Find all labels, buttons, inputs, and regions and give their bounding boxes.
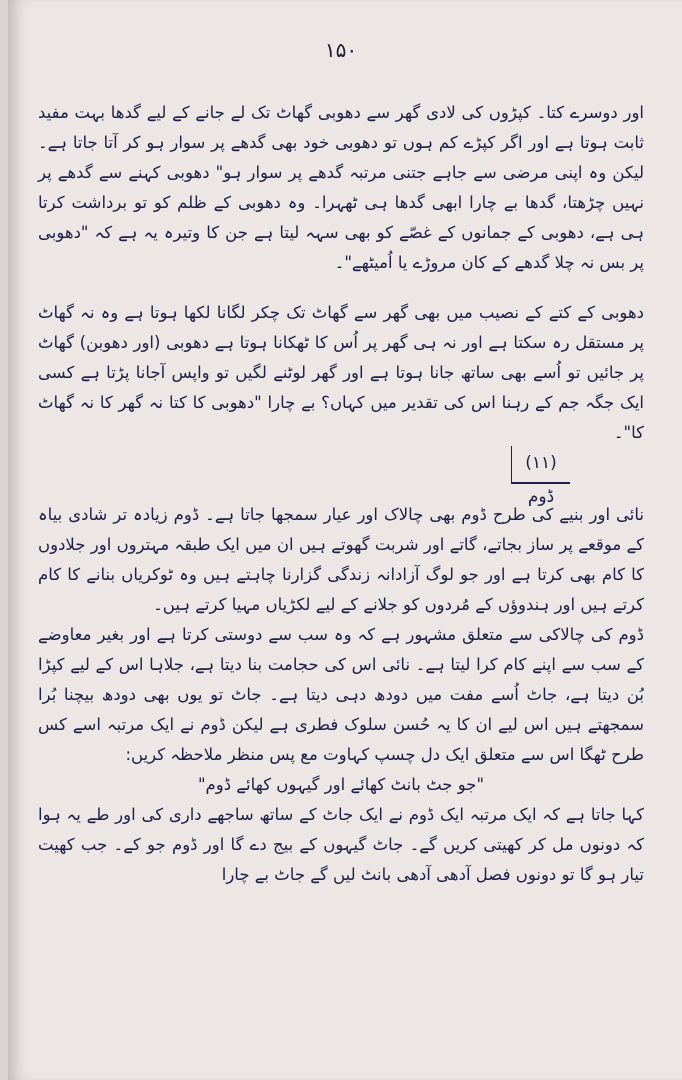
paragraph: دھوبی کے کتے کے نصیب میں بھی گھر سے گھاٹ تک چکر لگانا لکھا ہوتا ہے وہ نہ گھاٹ پر مستقل رہ سکتا ہے اور نہ ہی گھر پر اُس کا ٹھکانا ہوتا ہے دھوبی (اور دھوبن) گھاٹ پر جائیں تو اُسے بھی ساتھ جانا ہوتا ہے اور گھر لوٹنے لگیں تو واپس آجانا پڑتا ہے کسی ایک جگہ جم کے رہنا اس کی تقدیر میں کہاں؟ بے چارا "دھوبی کا کتا نہ گھر کا نہ گھاٹ کا"۔ (38, 303, 644, 442)
paragraph: اور دوسرے کتا۔ کپڑوں کی لادی گھر سے دھوبی گھاٹ تک لے جانے کے لیے گدھا بہت مفید ثابت ہوتا ہے اور اگر کپڑے کم ہوں تو دھوبی خود بھی گدھے پر سوار ہو کر آتا جاتا ہے۔ لیکن وہ اپنی مرضی سے جاہے جتنی مرتبہ گدھے پر سوار ہو" دھوبی کہنے سے گدھے پر نہیں چڑھتا، گدھا بے چارا ابھی گدھا ہی ٹھہرا۔ وہ دھوبی کے ظلم کو تو برداشت کرتا ہی ہے، دھوبی کے جمانوں کے غصّے کو بھی سہہ لیتا ہے جن کا وتیرہ یہ ہے کہ "دھوبی پر بس نہ چلا گدھے کے کان مروڑے یا اُمیٹھے"۔ (38, 103, 644, 272)
dog-paragraph-block (38, 298, 644, 448)
paragraph: ڈوم کی چالاکی سے متعلق مشہور ہے کہ وہ سب سے دوستی کرتا ہے اور بغیر معاوضے کے سب سے اپنے کام کرا لیتا ہے۔ نائی اس کی حجامت بنا دیتا ہے، جلاہا اس کے لیے کپڑا بُن دیتا ہے، جاٹ اُسے مفت میں دودھ دہی دیتا ہے۔ جاٹ تو یوں بھی دودھ بیچنا بُرا سمجھتے ہیں اس لیے ان کا یہ حُسن سلوک فطری ہے لیکن ڈوم نے ایک مرتبہ اسے کس طرح ٹھگا اس سے متعلق ایک دل چسپ کہاوت مع پس منظر ملاحظہ کریں: (38, 625, 644, 764)
donkey-paragraph-block (38, 98, 644, 278)
dom-section-block (38, 500, 644, 890)
section-heading-dom: (۱۱) ڈوم (511, 446, 570, 484)
paragraph: نائی اور بنیے کی طرح ڈوم بھی چالاک اور عیار سمجھا جاتا ہے۔ ڈوم زیادہ تر شادی بیاہ کے موقعے پر ساز بجاتے، گاتے اور شربت گھوتے ہیں ان میں ایک طبقہ مہتروں اور جلادوں کا کام بھی کرتا ہے اور جو لوگ آزادانہ زندگی گزارنا چاہتے ہیں وہ ٹوکریاں بنانے کا کام کرتے ہیں اور ہندوؤں کے مُردوں کو جلانے کے لیے لکڑیاں مہیا کرتے ہیں۔ (38, 505, 644, 614)
paragraph: کہا جاتا ہے کہ ایک مرتبہ ایک ڈوم نے ایک جاٹ کے ساتھ ساجھے داری کی اور طے یہ ہوا کہ دونوں مل کر کھیتی کریں گے۔ جاٹ گیہوں کے بیج دے گا اور ڈوم جو کے۔ جب کھیت تیار ہو گا تو دونوں فصل آدھی آدھی بانٹ لیں گے جاٹ بے چارا (38, 805, 644, 884)
proverb-quote: "جو جٹ بانٹ کھائے اور گیہوں کھائے ڈوم" (197, 775, 485, 794)
page-number: ۱۵۰ (324, 38, 358, 62)
